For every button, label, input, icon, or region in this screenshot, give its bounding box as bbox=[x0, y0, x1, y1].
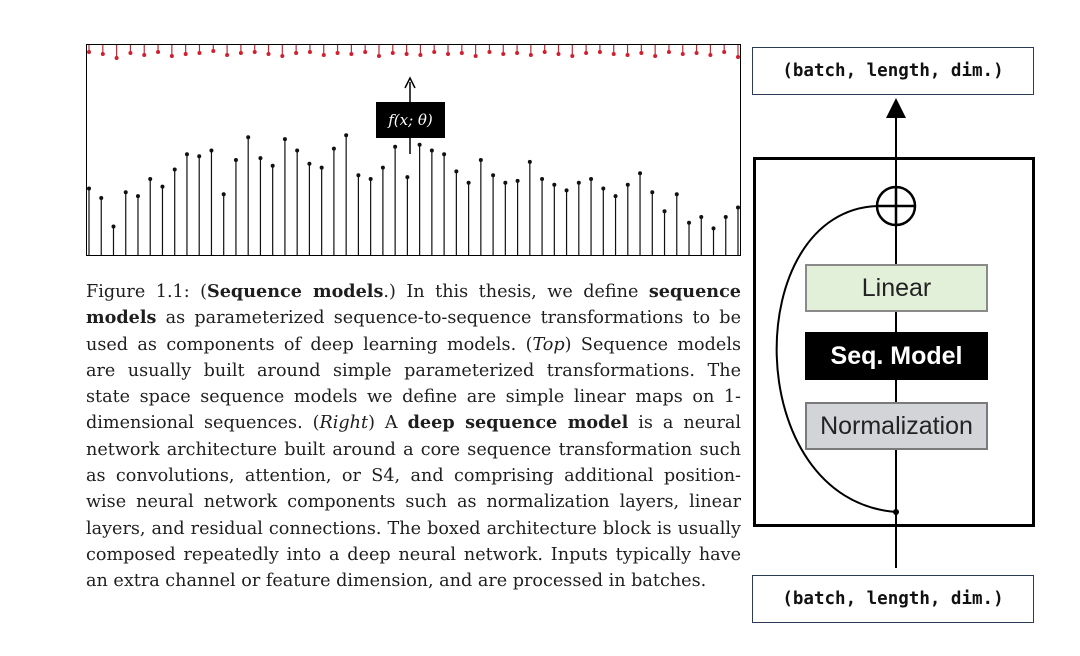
output-stem-dot bbox=[570, 54, 574, 58]
input-stem-dot bbox=[173, 168, 177, 172]
output-stem-dot bbox=[239, 51, 243, 55]
input-stem-dot bbox=[430, 149, 434, 153]
input-shape-box bbox=[752, 575, 1034, 623]
output-stem-dot bbox=[681, 52, 685, 56]
output-stem-dot bbox=[87, 50, 91, 54]
input-stem-dot bbox=[320, 166, 324, 170]
output-stem-dot bbox=[529, 53, 533, 57]
input-stem-dot bbox=[393, 145, 397, 149]
input-stem-dot bbox=[626, 183, 630, 187]
caption-term-deep-sequence-model: deep sequence model bbox=[407, 412, 629, 434]
output-stem-dot bbox=[184, 52, 188, 56]
input-stem-dot bbox=[552, 183, 556, 187]
caption-ref-right: Right bbox=[319, 413, 369, 434]
output-stem-dot bbox=[515, 51, 519, 55]
input-stem-dot bbox=[724, 215, 728, 219]
input-stem-dot bbox=[148, 177, 152, 181]
output-stem-dot bbox=[280, 54, 284, 58]
output-stem-dot bbox=[128, 51, 132, 55]
output-stem-dot bbox=[543, 50, 547, 54]
input-stem-dot bbox=[503, 181, 507, 185]
input-stem-dot bbox=[699, 215, 703, 219]
output-stem-dot bbox=[308, 50, 312, 54]
input-stem-dot bbox=[467, 181, 471, 185]
caption-text: is a neural network architecture built around a core sequence transformation such as convolutions, attention, or S4, and comprising additional position-wise neural network components such as normalization layers, linear layers, and residual connections. The boxed architecture block is usually composed repeatedly into a deep neural network. Inputs typically have an extra channel or feature dimension, and are processed in batches. bbox=[86, 413, 741, 592]
output-stem-dot bbox=[225, 53, 229, 57]
output-stem-dot bbox=[322, 53, 326, 57]
output-stem-dot bbox=[432, 50, 436, 54]
input-stem-dot bbox=[491, 173, 495, 177]
caption-text: ) Sequence models are usually built around simple parameterized transformations. The state space sequence models we define are simple linear maps on 1-dimensional sequences. ( bbox=[86, 334, 741, 434]
seq-model-layer bbox=[805, 332, 988, 380]
output-shape-box bbox=[752, 47, 1034, 95]
output-stem-dot bbox=[267, 52, 271, 56]
output-stem-dot bbox=[142, 53, 146, 57]
output-stem-dot bbox=[418, 53, 422, 57]
linear-layer bbox=[805, 264, 988, 312]
input-stem-dot bbox=[601, 187, 605, 191]
output-shape-label: (batch, length, dim.) bbox=[782, 61, 1004, 81]
input-stem-dot bbox=[160, 185, 164, 189]
caption-ref-top: Top bbox=[532, 334, 565, 355]
input-stem-dot bbox=[87, 187, 91, 191]
input-stem-dot bbox=[736, 206, 740, 210]
normalization-layer-label: Normalization bbox=[820, 411, 973, 440]
output-stem-dot bbox=[294, 51, 298, 55]
input-shape-label: (batch, length, dim.) bbox=[782, 589, 1004, 609]
input-stem-dot bbox=[650, 190, 654, 194]
input-stem-dot bbox=[614, 194, 618, 198]
output-stem-dot bbox=[736, 55, 740, 59]
input-stem-dot bbox=[540, 177, 544, 181]
stem-plot-frame bbox=[87, 45, 741, 256]
caption-text: ) A bbox=[368, 413, 408, 434]
output-stem-dot bbox=[501, 52, 505, 56]
input-stem-dot bbox=[675, 192, 679, 196]
sequence-stem-figure bbox=[86, 44, 741, 256]
output-stem-dot bbox=[626, 53, 630, 57]
output-stem-dot bbox=[695, 51, 699, 55]
input-stem-dot bbox=[209, 149, 213, 153]
input-stem-dot bbox=[687, 221, 691, 225]
output-stem-dot bbox=[197, 51, 201, 55]
input-stem-dot bbox=[185, 152, 189, 156]
input-stem-dot bbox=[405, 175, 409, 179]
output-stem-dot bbox=[336, 51, 340, 55]
input-stem-dot bbox=[271, 164, 275, 168]
output-stem-dot bbox=[211, 49, 215, 53]
caption-title: Sequence models bbox=[207, 281, 384, 302]
input-stem-dot bbox=[454, 169, 458, 173]
caption-term-sequence-models: sequence models bbox=[86, 281, 741, 329]
caption-text: .) In this thesis, we define bbox=[383, 282, 649, 302]
input-stem-dot bbox=[479, 158, 483, 162]
output-stem-dot bbox=[612, 52, 616, 56]
output-stem-dot bbox=[598, 50, 602, 54]
input-stem-dot bbox=[111, 225, 115, 229]
output-stem-dot bbox=[391, 51, 395, 55]
caption-text: as parameterized sequence-to-sequence transformations to be used as components of deep learning models. ( bbox=[86, 308, 741, 355]
input-stem-dot bbox=[712, 226, 716, 230]
input-stem-dot bbox=[663, 209, 667, 213]
input-stem-dot bbox=[565, 188, 569, 192]
input-stem-dot bbox=[258, 156, 262, 160]
output-stem-dot bbox=[446, 52, 450, 56]
function-box bbox=[376, 102, 445, 138]
input-stem-dot bbox=[442, 152, 446, 156]
function-label: f(x; θ) bbox=[388, 111, 433, 129]
output-stem-dot bbox=[722, 50, 726, 54]
output-stem-dot bbox=[639, 51, 643, 55]
output-stem-dot bbox=[708, 53, 712, 57]
input-stem-dot bbox=[283, 137, 287, 141]
input-stem-dot bbox=[136, 194, 140, 198]
input-stem-dot bbox=[589, 177, 593, 181]
output-stem-dot bbox=[363, 50, 367, 54]
output-stem-dot bbox=[253, 50, 257, 54]
input-stem-dot bbox=[381, 166, 385, 170]
output-stem-dot bbox=[405, 52, 409, 56]
output-stem-dot bbox=[487, 50, 491, 54]
input-stem-dot bbox=[124, 190, 128, 194]
linear-layer-label: Linear bbox=[861, 273, 932, 302]
input-stem-dot bbox=[577, 181, 581, 185]
figure-caption bbox=[86, 279, 741, 595]
output-stem-dot bbox=[667, 50, 671, 54]
input-stem-dot bbox=[356, 173, 360, 177]
stem-plot bbox=[86, 44, 741, 256]
input-stem-dot bbox=[528, 160, 532, 164]
output-stem-dot bbox=[474, 54, 478, 58]
output-stem-dot bbox=[349, 52, 353, 56]
output-stem-dot bbox=[653, 54, 657, 58]
input-stem-dot bbox=[295, 149, 299, 153]
input-stem-dot bbox=[234, 158, 238, 162]
input-stem-dot bbox=[516, 179, 520, 183]
input-stem-dot bbox=[246, 135, 250, 139]
input-stem-dot bbox=[638, 171, 642, 175]
output-stem-dot bbox=[115, 56, 119, 60]
output-stem-dot bbox=[156, 50, 160, 54]
output-stem-dot bbox=[556, 52, 560, 56]
input-stem-dot bbox=[99, 196, 103, 200]
normalization-layer bbox=[805, 402, 988, 450]
input-stem-dot bbox=[369, 177, 373, 181]
caption-prefix: Figure 1.1: ( bbox=[86, 282, 208, 302]
output-stem-dot bbox=[584, 51, 588, 55]
input-stem-dot bbox=[344, 133, 348, 137]
input-stem-dot bbox=[418, 143, 422, 147]
output-stem-dot bbox=[460, 51, 464, 55]
input-stem-dot bbox=[332, 147, 336, 151]
seq-model-layer-label: Seq. Model bbox=[830, 341, 963, 370]
input-stem-dot bbox=[307, 162, 311, 166]
input-stem-dot bbox=[197, 154, 201, 158]
output-stem-dot bbox=[377, 54, 381, 58]
input-stem-dot bbox=[222, 192, 226, 196]
output-stem-dot bbox=[101, 52, 105, 56]
output-stem-dot bbox=[170, 54, 174, 58]
